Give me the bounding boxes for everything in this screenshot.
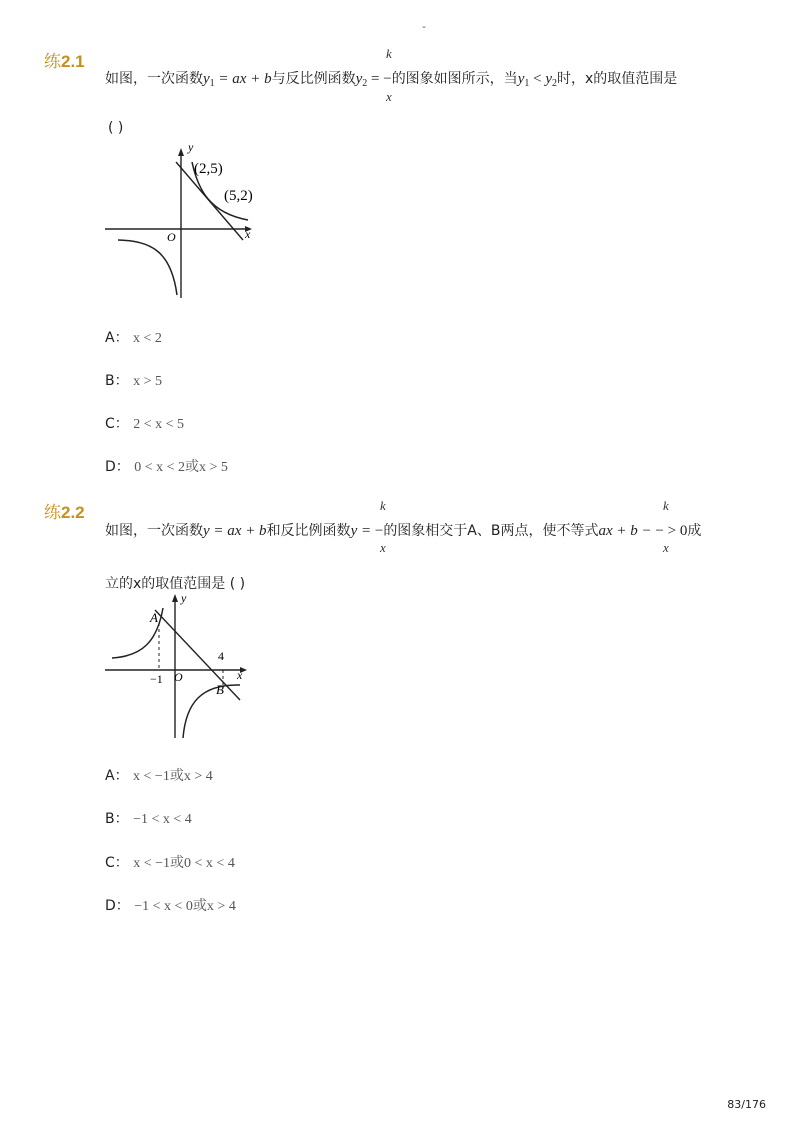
question-stem-2-2-line2: 立的x的取值范围是 ( ) xyxy=(105,576,246,592)
label-number: 2.1 xyxy=(61,52,85,71)
option-key: B： xyxy=(105,811,129,827)
stem-text: 如图，一次函数 xyxy=(105,523,203,539)
math-inequality-tail: > 0 xyxy=(663,523,688,539)
fraction2-numerator: k xyxy=(663,498,669,513)
hyperbola-q4-branch xyxy=(183,685,240,738)
option-value: 2 < x < 5 xyxy=(133,417,185,432)
math-y2: $y_2$ xyxy=(355,71,368,89)
question-stem-2-2 xyxy=(105,520,701,540)
point-label-2-5: (2,5) xyxy=(194,161,223,177)
y-axis-label: y xyxy=(181,591,187,605)
fraction-bar: − xyxy=(383,71,392,87)
option-d[interactable] xyxy=(105,895,236,915)
header-dash: - xyxy=(422,20,426,33)
stem-text: 的图象相交于A、B两点，使不等式 xyxy=(383,523,599,539)
graph-2-1 xyxy=(100,140,260,305)
answer-paren: ( ) xyxy=(108,120,124,136)
y-axis-arrow xyxy=(178,148,184,156)
option-c[interactable] xyxy=(105,413,184,433)
tick-label-4: 4 xyxy=(218,649,224,663)
fraction-bar: − xyxy=(374,523,384,539)
option-value: −1 < x < 0或x > 4 xyxy=(134,899,236,914)
question-label-2-1 xyxy=(44,47,85,72)
label-number: 2.2 xyxy=(61,503,85,522)
tick-label-neg1: −1 xyxy=(150,672,163,686)
math-y1: $y_1$ xyxy=(203,71,215,89)
option-c[interactable] xyxy=(105,852,235,872)
origin-label: O xyxy=(167,230,176,244)
math-equals: = xyxy=(367,71,384,87)
option-key: D： xyxy=(105,459,130,475)
math-inverse-eq: y = xyxy=(350,523,375,539)
linear-function-line xyxy=(155,610,240,700)
stem-text: 时，x的取值范围是 xyxy=(557,71,678,87)
y-axis-arrow xyxy=(172,594,178,602)
hyperbola-q3-branch xyxy=(118,240,177,295)
option-b[interactable] xyxy=(105,808,192,828)
option-b[interactable] xyxy=(105,370,162,390)
x-axis-label: x xyxy=(237,668,243,682)
option-key: C： xyxy=(105,416,129,432)
fraction-numerator: k xyxy=(386,46,392,61)
point-a-label: A xyxy=(150,610,158,625)
y-axis-label: y xyxy=(188,140,194,154)
stem-text: 如图，一次函数 xyxy=(105,71,203,87)
question-stem-2-1 xyxy=(105,68,677,89)
option-a[interactable] xyxy=(105,327,162,347)
math-cond-y2: $y_2$ xyxy=(545,71,557,89)
question-label-2-2 xyxy=(44,498,85,523)
option-a[interactable] xyxy=(105,765,213,785)
option-value: 0 < x < 2或x > 5 xyxy=(134,460,228,475)
point-label-5-2: (5,2) xyxy=(224,188,253,204)
point-b-label: B xyxy=(216,682,224,697)
fraction2-denominator: x xyxy=(663,540,669,555)
math-cond-y1: $y_1$ xyxy=(517,71,530,89)
stem-text: 与反比例函数 xyxy=(271,71,356,87)
origin-label: O xyxy=(174,670,183,684)
option-key: A： xyxy=(105,768,129,784)
x-axis-label: x xyxy=(245,227,251,241)
stem-text: 和反比例函数 xyxy=(266,523,351,539)
option-value: −1 < x < 4 xyxy=(133,812,192,827)
math-inequality: ax + b − xyxy=(598,523,656,539)
option-key: A： xyxy=(105,330,129,346)
label-prefix: 练 xyxy=(44,52,61,72)
page-number: 83/176 xyxy=(727,1098,766,1111)
option-key: B： xyxy=(105,373,129,389)
option-value: x < −1或x > 4 xyxy=(133,769,213,784)
fraction2-bar: − xyxy=(655,523,664,539)
fraction-denominator: x xyxy=(380,540,386,555)
math-less-than: < xyxy=(529,71,546,87)
option-value: x < −1或0 < x < 4 xyxy=(133,856,235,871)
option-value: x > 5 xyxy=(133,374,162,389)
graph-2-2 xyxy=(100,590,260,745)
fraction-numerator: k xyxy=(380,498,386,513)
math-linear-eq: = ax + b xyxy=(214,71,272,87)
fraction-denominator: x xyxy=(386,89,392,104)
math-linear-eq: y = ax + b xyxy=(203,523,267,539)
stem-text: 的图象如图所示，当 xyxy=(391,71,518,87)
stem-text: 成 xyxy=(687,523,702,539)
option-value: x < 2 xyxy=(133,331,162,346)
option-d[interactable] xyxy=(105,456,228,476)
option-key: D： xyxy=(105,898,130,914)
label-prefix: 练 xyxy=(44,503,61,523)
option-key: C： xyxy=(105,855,129,871)
